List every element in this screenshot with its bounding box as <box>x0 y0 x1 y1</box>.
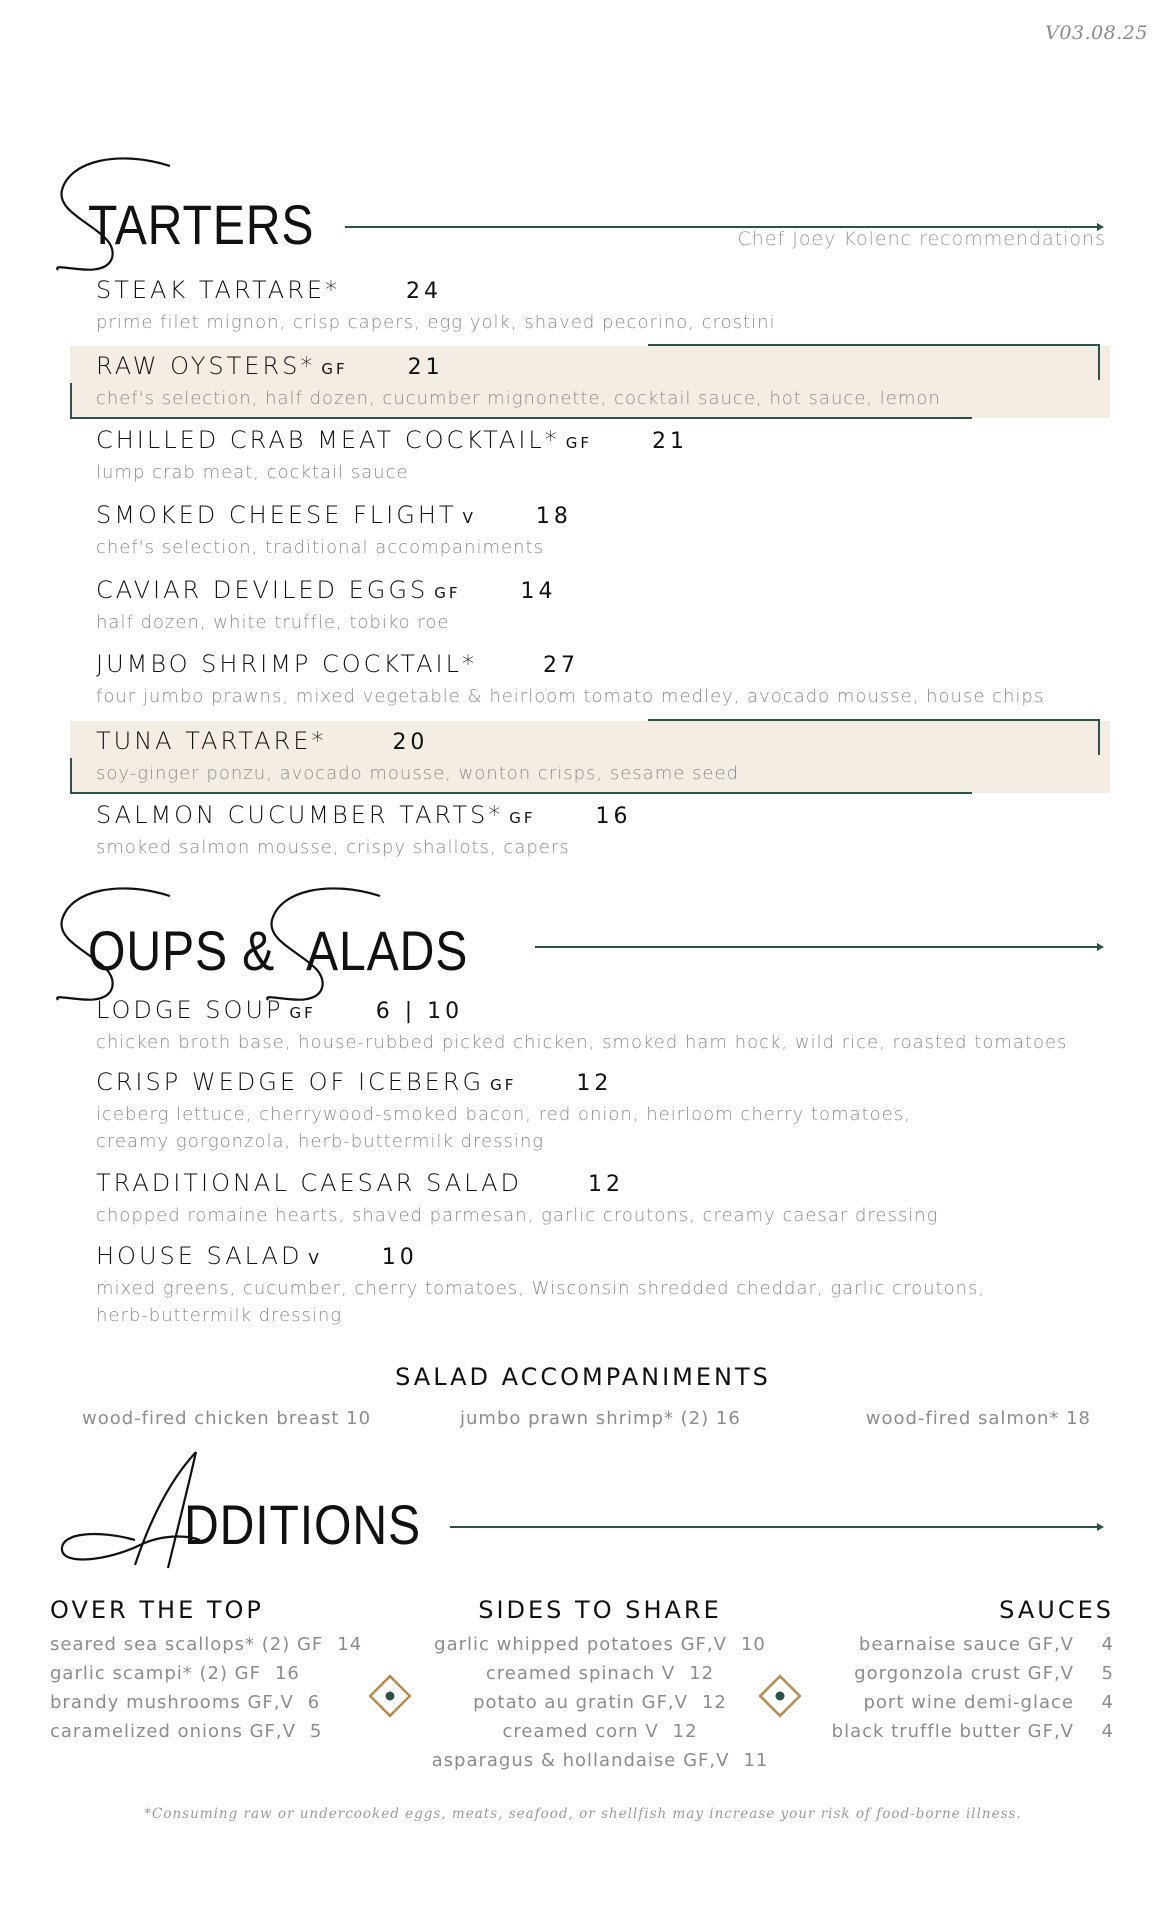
item-price: 6 <box>307 1692 321 1713</box>
item-description-line-2: herb-buttermilk dressing <box>96 1305 343 1326</box>
item-price: 12 <box>576 1071 613 1096</box>
item-name: creamed spinach V <box>485 1663 676 1684</box>
starter-item-recommended <box>70 346 1110 418</box>
list-item <box>420 1717 780 1746</box>
item-price: 24 <box>406 279 443 304</box>
soups-heading-text: OUPS & <box>88 919 276 982</box>
item-description: soy-ginger ponzu, avocado mousse, wonton crisps, sesame seed <box>96 763 739 784</box>
item-price: 18 <box>535 504 572 529</box>
item-price: 14 <box>337 1634 363 1655</box>
food-safety-footnote: *Consuming raw or undercooked eggs, meats, seafood, or shellfish may increase your risk of food-borne illness. <box>144 1806 1022 1822</box>
starter-item-recommended <box>70 721 1110 793</box>
item-name: gorgonzola crust GF,V <box>854 1663 1074 1684</box>
item-name: CHILLED CRAB MEAT COCKTAIL* <box>96 426 560 454</box>
item-description: chef's selection, half dozen, cucumber mignonette, cocktail sauce, hot sauce, lemon <box>96 388 941 409</box>
item-price: 21 <box>407 355 444 380</box>
item-name: HOUSE SALAD <box>96 1242 303 1270</box>
item-description: chicken broth base, house-rubbed picked chicken, smoked ham hock, wild rice, roasted tomatoes <box>96 1032 1068 1053</box>
item-name: SMOKED CHEESE FLIGHT <box>96 501 457 529</box>
list-item <box>832 1688 1114 1717</box>
item-description: iceberg lettuce, cherrywood-smoked bacon, red onion, heirloom cherry tomatoes, <box>96 1104 911 1125</box>
item-price: 12 <box>689 1663 715 1684</box>
salads-heading-text: ALADS <box>306 919 469 982</box>
item-description: four jumbo prawns, mixed vegetable & heirloom tomato medley, avocado mousse, house chips <box>96 686 1045 707</box>
list-item <box>50 1630 362 1659</box>
accompaniment-item: jumbo prawn shrimp* (2) 16 <box>460 1408 741 1429</box>
starter-item <box>70 276 1110 337</box>
item-name: seared sea scallops* (2) GF <box>50 1634 324 1655</box>
item-description: prime filet mignon, crisp capers, egg yolk, shaved pecorino, crostini <box>96 312 776 333</box>
item-name: creamed corn V <box>502 1721 659 1742</box>
item-price: 4 <box>1101 1634 1114 1655</box>
item-tag: GF <box>565 434 593 452</box>
item-price: 21 <box>652 429 689 454</box>
item-name: CRISP WEDGE OF ICEBERG <box>96 1068 485 1096</box>
list-item <box>420 1659 780 1688</box>
item-name: caramelized onions GF,V <box>50 1721 296 1742</box>
list-item <box>50 1688 362 1717</box>
starter-item <box>70 576 1110 637</box>
item-description: smoked salmon mousse, crispy shallots, capers <box>96 837 570 858</box>
item-price: 12 <box>672 1721 698 1742</box>
item-name: black truffle butter GF,V <box>831 1721 1074 1742</box>
diamond-ornament-icon <box>366 1672 414 1720</box>
additions-rule <box>450 1526 1098 1528</box>
item-name: JUMBO SHRIMP COCKTAIL* <box>96 650 477 678</box>
soup-salad-item <box>70 1242 1110 1330</box>
item-description: lump crab meat, cocktail sauce <box>96 462 409 483</box>
item-name: RAW OYSTERS* <box>96 352 316 380</box>
list-item <box>420 1688 780 1717</box>
item-name: STEAK TARTARE* <box>96 276 341 304</box>
starter-item <box>70 426 1110 487</box>
list-item <box>832 1659 1114 1688</box>
starter-item <box>70 801 1110 862</box>
item-price: 20 <box>392 730 429 755</box>
accompaniment-item: wood-fired chicken breast 10 <box>82 1408 372 1429</box>
list-item <box>50 1717 362 1746</box>
item-tag: GF <box>434 584 461 602</box>
item-price: 10 <box>740 1634 766 1655</box>
item-description-line-2: creamy gorgonzola, herb-buttermilk dressing <box>96 1131 545 1152</box>
item-price: 16 <box>274 1663 300 1684</box>
additions-heading <box>0 1440 1166 1570</box>
over-the-top-title: OVER THE TOP <box>50 1596 264 1624</box>
item-name: LODGE SOUP <box>96 996 284 1024</box>
soup-salad-item <box>70 1169 1110 1230</box>
item-price: 5 <box>1101 1663 1114 1684</box>
item-name: potato au gratin GF,V <box>473 1692 688 1713</box>
additions-heading-text: DDITIONS <box>184 1493 421 1556</box>
item-name: SALMON CUCUMBER TARTS* <box>96 801 504 829</box>
item-tag: GF <box>289 1004 316 1022</box>
soups-rule-arrow <box>1097 943 1104 951</box>
item-name: brandy mushrooms GF,V <box>50 1692 294 1713</box>
item-tag: V <box>462 509 476 527</box>
item-description: chef's selection, traditional accompaniments <box>96 537 544 558</box>
item-price: 6 | 10 <box>375 999 464 1024</box>
item-tag: GF <box>509 809 536 827</box>
item-price: 27 <box>542 653 579 678</box>
item-price: 10 <box>381 1245 418 1270</box>
item-name: bearnaise sauce GF,V <box>858 1634 1074 1655</box>
soup-salad-item <box>70 996 1110 1057</box>
item-name: TRADITIONAL CAESAR SALAD <box>96 1169 522 1197</box>
sides-to-share-title: SIDES TO SHARE <box>478 1596 722 1624</box>
item-description: half dozen, white truffle, tobiko roe <box>96 612 450 633</box>
item-description: mixed greens, cucumber, cherry tomatoes, Wisconsin shredded cheddar, garlic croutons, <box>96 1278 986 1299</box>
list-item <box>832 1717 1114 1746</box>
item-price: 14 <box>520 579 557 604</box>
starter-item <box>70 501 1110 562</box>
item-price: 4 <box>1101 1692 1114 1713</box>
chef-recommendations-label: Chef Joey Kolenc recommendations <box>737 228 1106 250</box>
salad-accompaniments-title: SALAD ACCOMPANIMENTS <box>395 1363 771 1391</box>
soups-salads-heading <box>0 880 1166 1010</box>
item-name: garlic whipped potatoes GF,V <box>434 1634 727 1655</box>
item-name: CAVIAR DEVILED EGGS <box>96 576 429 604</box>
list-item <box>832 1630 1114 1659</box>
item-price: 4 <box>1101 1721 1114 1742</box>
item-price: 11 <box>743 1750 769 1771</box>
item-tag: GF <box>321 360 348 378</box>
starter-item <box>70 650 1110 711</box>
starters-heading <box>0 150 1166 280</box>
item-price: 12 <box>701 1692 727 1713</box>
version-label: V03.08.25 <box>1045 22 1148 44</box>
soups-rule <box>535 946 1098 948</box>
sauces-list <box>832 1630 1114 1746</box>
item-name: garlic scampi* (2) GF <box>50 1663 261 1684</box>
item-tag: GF <box>490 1076 517 1094</box>
item-description: chopped romaine hearts, shaved parmesan, garlic croutons, creamy caesar dressing <box>96 1205 939 1226</box>
list-item <box>420 1746 780 1775</box>
item-price: 12 <box>588 1172 624 1197</box>
sauces-title: SAUCES <box>999 1596 1114 1624</box>
list-item <box>50 1659 362 1688</box>
starters-heading-text: TARTERS <box>88 193 315 256</box>
item-name: port wine demi-glace <box>863 1692 1074 1713</box>
additions-rule-arrow <box>1097 1523 1104 1531</box>
item-price: 16 <box>595 804 632 829</box>
item-price: 5 <box>309 1721 323 1742</box>
list-item <box>420 1630 780 1659</box>
sides-to-share-list <box>420 1630 780 1775</box>
item-name: asparagus & hollandaise GF,V <box>431 1750 730 1771</box>
accompaniment-item: wood-fired salmon* 18 <box>865 1408 1091 1429</box>
item-tag: V <box>308 1250 322 1268</box>
soup-salad-item <box>70 1068 1110 1156</box>
item-name: TUNA TARTARE* <box>96 727 327 755</box>
diamond-ornament-icon <box>756 1672 804 1720</box>
over-the-top-list <box>50 1630 362 1746</box>
